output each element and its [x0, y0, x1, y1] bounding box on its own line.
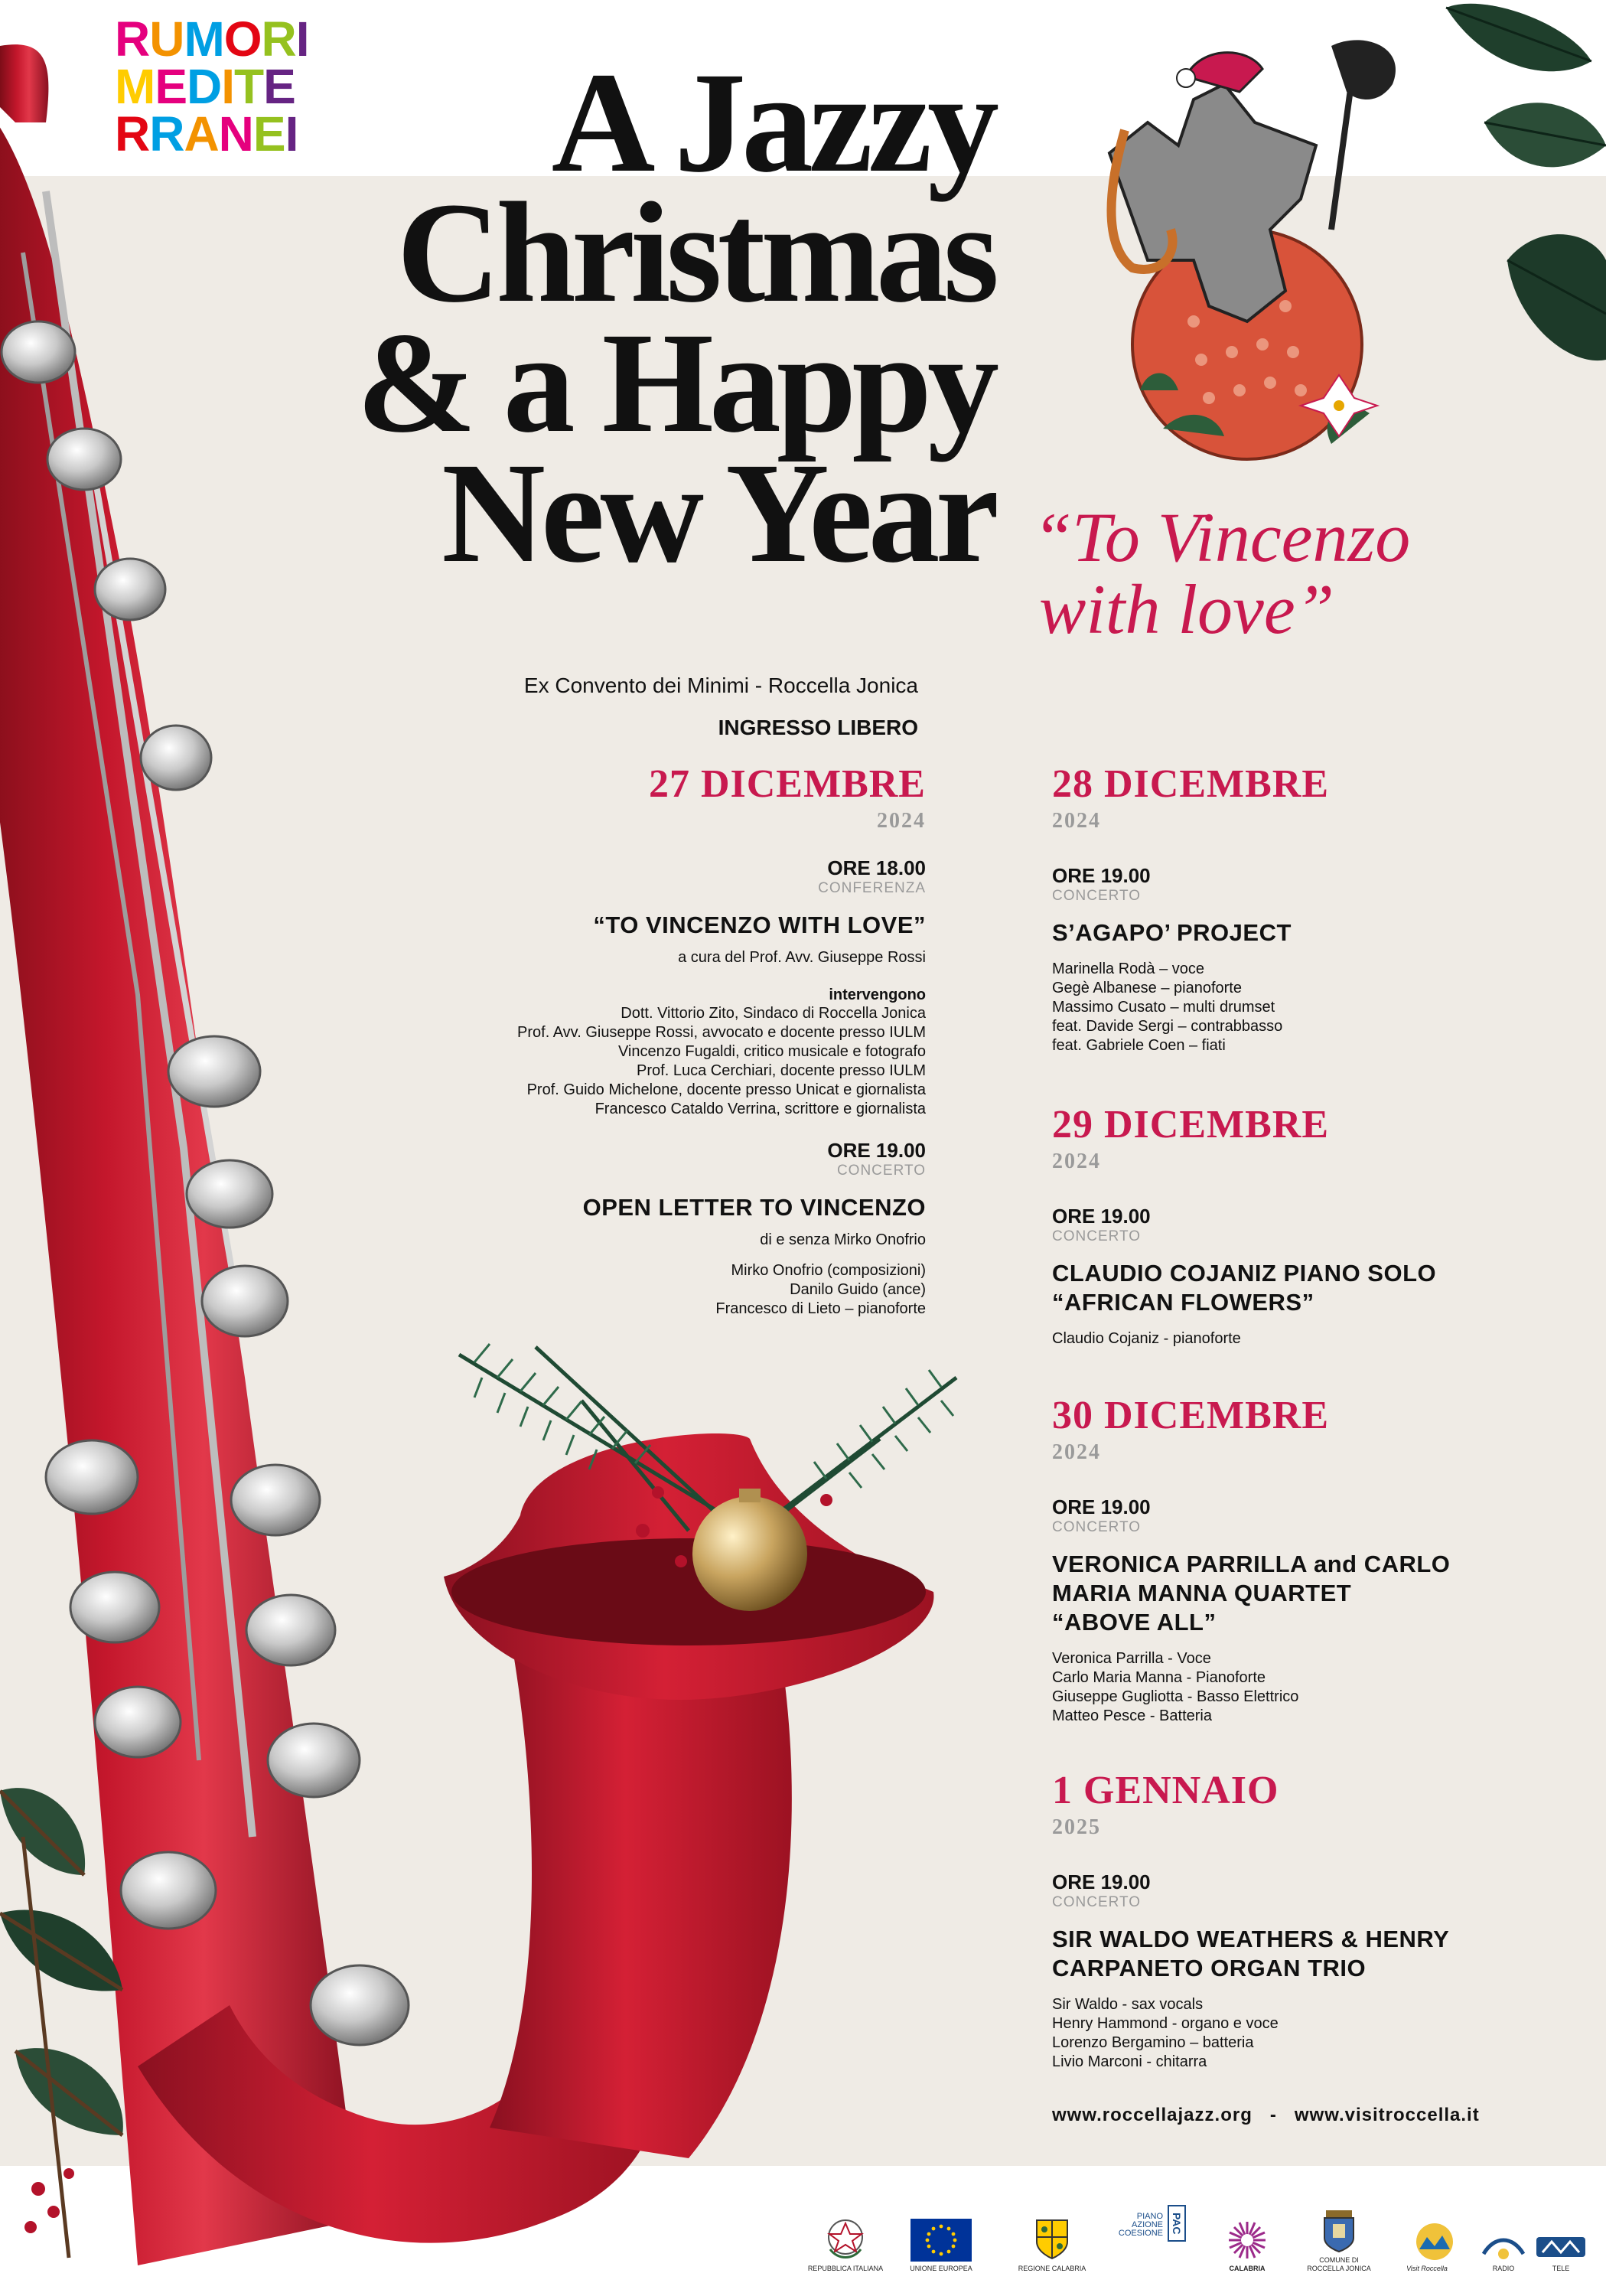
performer-line: Francesco di Lieto – pianoforte: [715, 1300, 926, 1317]
event-title-line: “AFRICAN FLOWERS”: [1052, 1289, 1314, 1316]
website-links[interactable]: www.roccellajazz.org - www.visitroccella.it: [1052, 2105, 1480, 2125]
brand-letter: D: [187, 59, 222, 114]
brand-letter: U: [149, 11, 184, 67]
brand-letter: R: [115, 11, 150, 67]
brand-letter: R: [149, 106, 184, 161]
performer-line: Giuseppe Gugliotta - Basso Elettrico: [1052, 1688, 1299, 1705]
event-title-line: VERONICA PARRILLA and CARLO: [1052, 1551, 1451, 1577]
title-line: & a Happy: [357, 302, 995, 462]
event-title-line: CLAUDIO COJANIZ PIANO SOLO: [1052, 1260, 1437, 1287]
radio-icon: [1479, 2231, 1528, 2262]
saxophone-player-emblem: [995, 31, 1423, 475]
title-line: New Year: [441, 432, 995, 592]
performer-line: Veronica Parrilla - Voce: [1052, 1650, 1211, 1667]
event-title: OPEN LETTER TO VINCENZO: [582, 1194, 926, 1221]
event-title-line: SIR WALDO WEATHERS & HENRY: [1052, 1926, 1450, 1952]
performer-line: Carlo Maria Manna - Pianoforte: [1052, 1669, 1266, 1686]
day-30-dicembre: [1052, 1393, 1557, 1726]
day-year: 2024: [1052, 1150, 1101, 1173]
event-time: ORE 19.00: [1052, 864, 1151, 887]
brand-letter: E: [263, 59, 295, 114]
brand-letter: I: [285, 106, 298, 161]
venue-text: Ex Convento dei Minimi - Roccella Jonica: [523, 673, 918, 697]
regione-calabria-logo: [1010, 2174, 1094, 2273]
event-type: CONCERTO: [836, 1163, 926, 1179]
visit-roccella-icon: [1396, 2216, 1458, 2262]
sponsor-caption: RADIO: [1492, 2265, 1515, 2272]
event-title-line: “ABOVE ALL”: [1052, 1609, 1217, 1636]
event-time: ORE 19.00: [1052, 1205, 1151, 1228]
dedication-quote: [1033, 498, 1569, 648]
day-year: 2024: [877, 809, 926, 833]
event-type: CONFERENZA: [818, 880, 926, 896]
event-time: ORE 19.00: [1052, 1495, 1151, 1518]
performer-line: Massimo Cusato – multi drumset: [1052, 999, 1275, 1016]
event-title-line: MARIA MANNA QUARTET: [1052, 1580, 1352, 1606]
calabria-burst-icon: [1226, 2219, 1269, 2262]
event-subtitle: a cura del Prof. Avv. Giuseppe Rossi: [678, 949, 926, 966]
performer-line: Mirko Onofrio (composizioni): [731, 1262, 926, 1279]
performer-line: Matteo Pesce - Batteria: [1052, 1707, 1212, 1724]
sponsor-caption: Visit Roccella: [1406, 2265, 1448, 2272]
dedication-line: “To Vincenzo: [1033, 498, 1411, 576]
brand-letter: T: [234, 59, 264, 114]
brand-letter: R: [261, 11, 296, 67]
brand-line-1: [115, 11, 344, 67]
dedication-line: with love”: [1039, 570, 1334, 648]
performer-line: Livio Marconi - chitarra: [1052, 2053, 1207, 2070]
event-concerto: [428, 1139, 926, 1319]
speaker-line: Vincenzo Fugaldi, critico musicale e fotografo: [617, 1043, 926, 1060]
sponsor-caption: CALABRIA: [1229, 2265, 1266, 2272]
speaker-line: Prof. Luca Cerchiari, docente presso IULM: [637, 1062, 926, 1079]
comune-crest-icon: [1321, 2207, 1357, 2253]
eu-flag-icon: [911, 2219, 972, 2262]
calabria-logo: [1209, 2174, 1285, 2273]
day-date: 27 DICEMBRE: [648, 762, 926, 806]
event-subtitle: di e senza Mirko Onofrio: [760, 1231, 926, 1248]
calabria-crest-icon: [1031, 2214, 1073, 2262]
event-type: CONCERTO: [1052, 1894, 1142, 1910]
brand-letter: N: [218, 106, 253, 161]
brand-letter: I: [221, 59, 234, 114]
performer-line: Sir Waldo - sax vocals: [1052, 1996, 1204, 2013]
sponsor-caption: REPUBBLICA ITALIANA: [807, 2265, 884, 2272]
brand-letter: A: [184, 106, 219, 161]
tv-icon: [1533, 2231, 1588, 2262]
event-type: CONCERTO: [1052, 1228, 1142, 1244]
radio-logo: [1477, 2174, 1530, 2273]
performer-line: Danilo Guido (ance): [790, 1281, 926, 1298]
free-entry-text: INGRESSO LIBERO: [718, 716, 918, 739]
event-conferenza: [428, 856, 926, 1119]
day-year: 2024: [1052, 1440, 1101, 1464]
visit-roccella-logo: [1385, 2174, 1469, 2273]
main-title: [153, 42, 995, 592]
speaker-line: Francesco Cataldo Verrina, scrittore e giornalista: [595, 1101, 926, 1117]
event-time: ORE 19.00: [1052, 1870, 1151, 1893]
event-title: “TO VINCENZO WITH LOVE”: [593, 912, 926, 938]
leaf-decoration-top-right: [1438, 0, 1606, 444]
day-27-dicembre: [428, 762, 926, 1319]
performer-line: Gegè Albanese – pianoforte: [1052, 980, 1242, 996]
event-type: CONCERTO: [1052, 888, 1142, 904]
brand-letter: R: [115, 106, 150, 161]
performer-line: Lorenzo Bergamino – batteria: [1052, 2034, 1254, 2051]
brand-letter: M: [115, 59, 155, 114]
performer-line: Marinella Rodà – voce: [1052, 960, 1204, 977]
brand-letter: M: [184, 11, 224, 67]
event-speakers-label: intervengono: [829, 987, 926, 1003]
performer-line: Henry Hammond - organo e voce: [1052, 2015, 1279, 2032]
speaker-line: Prof. Avv. Giuseppe Rossi, avvocato e docente presso IULM: [517, 1024, 926, 1041]
title-line: Christmas: [396, 172, 995, 332]
day-date: 1 GENNAIO: [1052, 1769, 1279, 1812]
brand-letter: I: [295, 11, 309, 67]
brand-letter: E: [252, 106, 285, 161]
speaker-line: Dott. Vittorio Zito, Sindaco di Roccella Jonica: [621, 1005, 926, 1022]
comune-roccella-logo: [1301, 2174, 1377, 2273]
italian-emblem-icon: [824, 2214, 867, 2262]
pac-caption: PIANO AZIONE COESIONE: [1118, 2211, 1163, 2238]
event-type: CONCERTO: [1052, 1519, 1142, 1535]
day-29-dicembre: [1052, 1102, 1557, 1349]
pac-logo: [1102, 2174, 1194, 2273]
event-title-line: CARPANETO ORGAN TRIO: [1052, 1955, 1367, 1981]
sponsor-caption: COMUNE DI ROCCELLA JONICA: [1307, 2256, 1371, 2272]
day-1-gennaio: [1052, 1768, 1557, 2072]
sponsor-caption: REGIONE CALABRIA: [1018, 2265, 1086, 2272]
performer-line: feat. Davide Sergi – contrabbasso: [1052, 1018, 1283, 1035]
day-year: 2025: [1052, 1815, 1101, 1839]
sponsor-logos: [803, 2174, 1584, 2273]
brand-letter: E: [155, 59, 187, 114]
unione-europea-logo: [903, 2174, 979, 2273]
tv-logo: [1530, 2174, 1591, 2273]
event-time: ORE 18.00: [827, 856, 926, 879]
brand-letter: O: [223, 11, 262, 67]
pac-badge: PAC: [1168, 2205, 1186, 2242]
performer-line: feat. Gabriele Coen – fiati: [1052, 1037, 1226, 1054]
speaker-line: Prof. Guido Michelone, docente presso Unicat e giornalista: [526, 1081, 926, 1098]
performer-line: Claudio Cojaniz - pianoforte: [1052, 1330, 1241, 1347]
day-28-dicembre: [1052, 762, 1557, 1055]
event-title: S’AGAPO’ PROJECT: [1052, 919, 1292, 946]
day-date: 30 DICEMBRE: [1052, 1394, 1330, 1437]
leaf-decoration-bottom-left: [0, 1760, 184, 2296]
sponsor-caption: TELE: [1552, 2265, 1570, 2272]
sponsor-caption: UNIONE EUROPEA: [910, 2265, 972, 2272]
title-line: A Jazzy: [551, 42, 995, 202]
repubblica-italiana-logo: [803, 2174, 888, 2273]
day-date: 28 DICEMBRE: [1052, 762, 1330, 806]
day-year: 2024: [1052, 809, 1101, 833]
event-time: ORE 19.00: [827, 1139, 926, 1162]
day-date: 29 DICEMBRE: [1052, 1103, 1330, 1146]
